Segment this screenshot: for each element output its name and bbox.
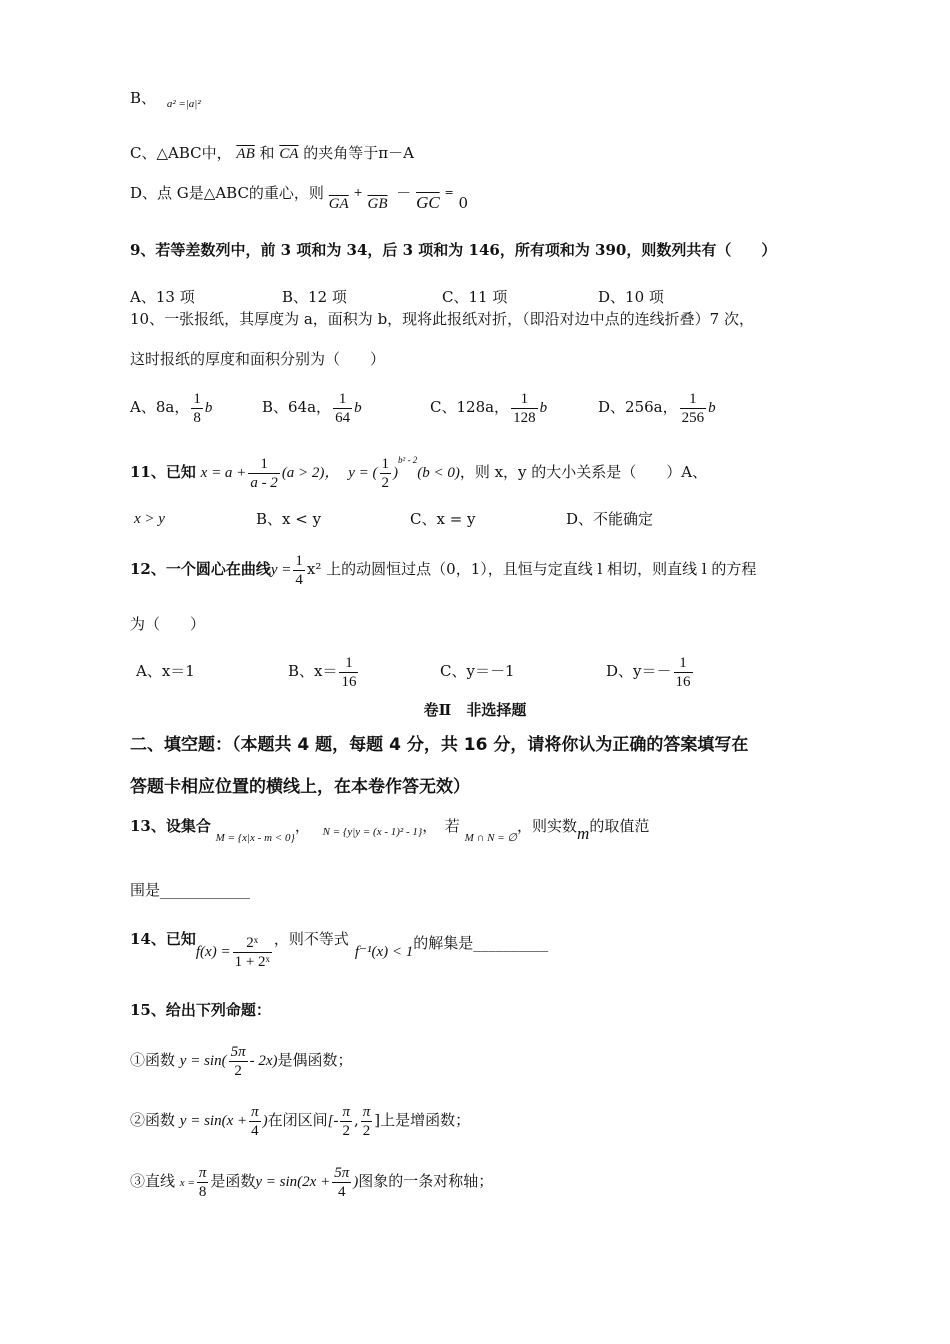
q12-option-a: A、x＝1 [136, 662, 195, 680]
numerator: 1 [193, 390, 201, 407]
option-text: C、△ABC中， [130, 144, 232, 162]
q11-option-a: x > y [134, 511, 165, 527]
numerator: 5π [334, 1164, 350, 1181]
fraction [248, 455, 280, 492]
denominator: 1 + 2ˣ [234, 953, 270, 970]
numerator: 1 [680, 390, 707, 409]
question-text: x² 上的动圆恒过点（0，1），且恒与定直线 l 相切，则直线 l 的方程 [306, 560, 757, 578]
numerator: 1 [248, 455, 280, 474]
fraction [293, 552, 305, 589]
fraction [380, 455, 392, 492]
proposition-text: 上是增函数； [380, 1111, 471, 1129]
variable-b: b [539, 400, 548, 416]
fraction [332, 1164, 351, 1201]
math-expression: a² =|a|² [166, 98, 201, 110]
fraction [674, 654, 693, 691]
denominator: 2 [381, 474, 389, 491]
q15-proposition-2 [130, 1097, 470, 1143]
plus-sign: + [353, 186, 363, 199]
q10-option-a [130, 384, 212, 430]
numerator: 5π [230, 1043, 246, 1060]
part2-heading-2: 答题卡相应位置的横线上，在本卷作答无效） [130, 777, 470, 797]
math-expression: (a > 2)， [281, 465, 340, 481]
q15-stem: 15、给出下列命题： [130, 1001, 271, 1019]
option-text: B、64a， [262, 398, 332, 416]
proposition-text: 图象的一条对称轴； [358, 1172, 494, 1190]
math-expression: ) [262, 1113, 268, 1129]
separator: ， [294, 817, 310, 835]
vector-ca: $\overline{CA}$ [279, 146, 299, 162]
math-expression: , [354, 1111, 359, 1129]
question-text: 12、一个圆心在曲线 [130, 560, 271, 578]
denominator: 2 [234, 1062, 242, 1079]
denominator: 2 [342, 1122, 350, 1139]
vector-ga: $\overline{GA}$ [328, 196, 349, 212]
proposition-text: ③直线 [130, 1172, 176, 1190]
math-expression: y = ( [348, 465, 378, 481]
equals-sign: = [444, 186, 454, 199]
q15-proposition-1 [130, 1037, 353, 1083]
math-expression: - 2x) [249, 1053, 278, 1069]
q8-option-b [130, 88, 201, 110]
q12-option-b [288, 648, 360, 694]
set-n: N = {y|y = (x - 1)² - 1} [322, 826, 423, 838]
option-text: D、点 G是△ABC的重心，则 [130, 184, 324, 202]
fraction [233, 934, 272, 971]
option-text: C、128a， [430, 398, 510, 416]
numerator: 1 [333, 390, 352, 409]
math-expression: x = [179, 1177, 195, 1189]
math-expression: y = sin( [179, 1053, 227, 1069]
question-text: 的取值范 [589, 817, 650, 835]
q12-option-d [606, 648, 695, 694]
option-text: 和 [259, 144, 275, 162]
proposition-text: 是函数 [210, 1172, 256, 1190]
numerator: 1 [511, 390, 538, 409]
numerator: π [342, 1103, 350, 1120]
part2-heading-1: 二、填空题：（本题共 4 题，每题 4 分，共 16 分，请将你认为正确的答案填写在 [130, 735, 749, 755]
numerator: 1 [295, 552, 303, 569]
proposition-text: 是偶函数； [277, 1051, 353, 1069]
math-expression: f⁻¹(x) < 1 [354, 944, 414, 960]
question-text: 的解集是__________ [413, 934, 549, 952]
q11-stem [130, 445, 707, 491]
numerator: π [251, 1103, 259, 1120]
question-text: 14、已知 [130, 930, 196, 948]
numerator: π [198, 1164, 207, 1181]
fraction [361, 1103, 373, 1140]
option-label: B、 [130, 89, 157, 107]
question-text: ，则实数 [517, 817, 578, 835]
denominator: 8 [198, 1183, 207, 1200]
denominator: 256 [681, 409, 705, 426]
minus-sign: － [396, 184, 412, 202]
math-expression: x = a + [200, 465, 247, 481]
option-text: D、256a， [598, 398, 678, 416]
denominator: 2 [362, 1122, 371, 1139]
q9-option-a: A、13 项 [130, 288, 195, 306]
fraction [249, 1103, 261, 1140]
option-text: B、x＝ [288, 662, 338, 680]
q9-option-b: B、12 项 [282, 288, 347, 306]
fraction [680, 390, 707, 427]
q12-stem [130, 546, 756, 592]
question-text: ， 若 [422, 817, 460, 835]
numerator: 1 [674, 654, 693, 673]
exponent: b² - 2 [398, 455, 418, 465]
q10-option-d [598, 384, 716, 430]
fraction [511, 390, 538, 427]
q13-stem [130, 816, 649, 850]
set-m: M = {x|x - m < 0} [215, 832, 295, 844]
q8-option-c [130, 143, 414, 164]
variable-m: m [577, 824, 590, 843]
denominator: 64 [335, 409, 351, 426]
q11-option-d: D、不能确定 [566, 510, 654, 528]
vector-gb: $\overline{GB}$ [367, 196, 388, 212]
q15-proposition-3 [130, 1158, 493, 1204]
q9-option-c: C、11 项 [442, 288, 508, 306]
proposition-text: ②函数 [130, 1111, 176, 1129]
math-expression: (b < 0) [417, 465, 460, 481]
numerator: 1 [339, 654, 358, 673]
q10-option-b [262, 384, 362, 430]
vector-gc: $\overline{GC}$ [416, 193, 440, 212]
math-expression: ) [353, 1174, 359, 1190]
denominator: 4 [337, 1183, 346, 1200]
q9-stem: 9、若等差数列中，前 3 项和为 34，后 3 项和为 146，所有项和为 390，则数列共有（ ） [130, 241, 777, 259]
question-text: ，则 x，y 的大小关系是（ ）A、 [459, 463, 708, 481]
numerator: 1 [381, 455, 389, 472]
proposition-text: 在闭区间 [267, 1111, 328, 1129]
q12-stem-2: 为（ ） [130, 615, 206, 633]
denominator: 16 [341, 673, 357, 690]
option-text: 的夹角等于π－A [303, 144, 414, 162]
variable-b: b [204, 400, 213, 416]
fraction [197, 1164, 209, 1201]
math-expression: [- [327, 1113, 339, 1129]
zero-vector: 0 [458, 194, 469, 212]
math-expression: ] [374, 1111, 381, 1129]
option-text: A、8a， [130, 398, 190, 416]
fraction [333, 390, 352, 427]
denominator: 128 [513, 409, 536, 426]
denominator: 4 [251, 1122, 259, 1139]
math-expression: y = sin(2x + [255, 1174, 331, 1190]
q10-stem-2: 这时报纸的厚度和面积分别为（ ） [130, 350, 386, 368]
math-expression: ) [393, 465, 398, 481]
q8-option-d [130, 183, 469, 212]
math-expression: f(x) = [195, 944, 231, 960]
fraction [191, 390, 203, 427]
numerator: π [362, 1103, 371, 1120]
q11-option-c: C、x = y [410, 510, 476, 528]
q11-option-b: B、x < y [256, 510, 322, 528]
math-expression: M ∩ N = ∅ [464, 832, 518, 844]
vector-ab: $\overline{AB}$ [236, 146, 255, 162]
q12-option-c: C、y＝－1 [440, 662, 515, 680]
variable-b: b [354, 400, 362, 416]
proposition-text: ①函数 [130, 1051, 176, 1069]
numerator: 2ˣ [233, 934, 272, 953]
denominator: 4 [295, 571, 303, 588]
math-expression: y = sin(x + [179, 1113, 248, 1129]
q9-option-d: D、10 项 [598, 288, 664, 306]
question-text: 11、已知 [130, 463, 196, 481]
math-expression: y = [270, 562, 292, 578]
q13-answer-line: 围是____________ [130, 881, 251, 899]
question-text: 13、设集合 [130, 817, 211, 835]
denominator: 8 [193, 409, 201, 426]
section-title: 卷Ⅱ 非选择题 [423, 701, 527, 719]
q10-option-c [430, 384, 547, 430]
q14-stem [130, 928, 548, 974]
denominator: a - 2 [250, 474, 278, 491]
variable-b: b [708, 400, 716, 416]
option-text: D、y＝－ [606, 662, 672, 680]
fraction [339, 654, 358, 691]
denominator: 16 [675, 673, 691, 690]
question-text: ，则不等式 [273, 930, 349, 948]
fraction [340, 1103, 352, 1140]
fraction [229, 1043, 248, 1080]
q10-stem-1: 10、一张报纸，其厚度为 a，面积为 b，现将此报纸对折，（即沿对边中点的连线折叠）7 次， [130, 310, 754, 328]
